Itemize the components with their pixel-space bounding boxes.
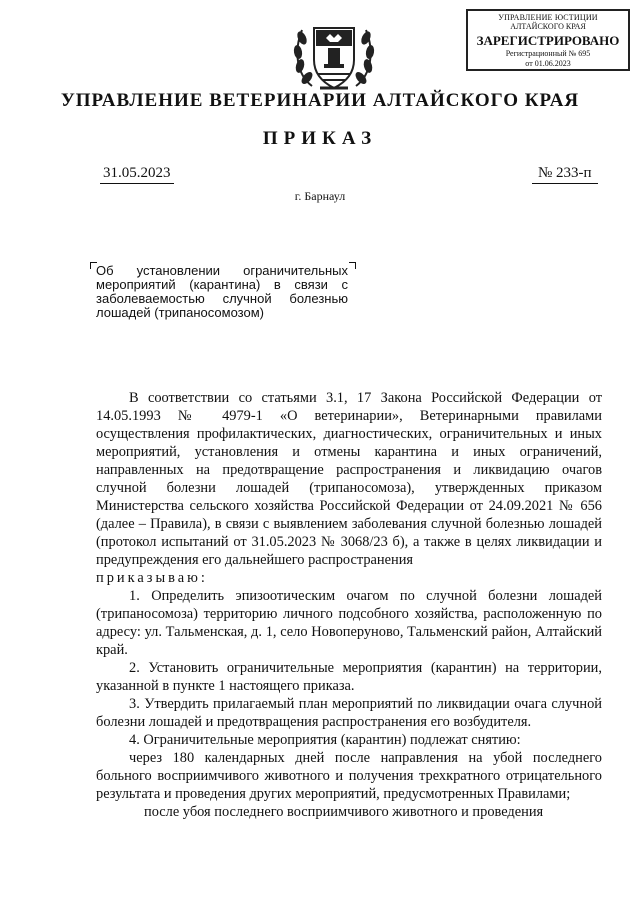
registration-stamp: [466, 9, 630, 71]
subject-bracket-left: [90, 262, 97, 269]
stamp-status: ЗАРЕГИСТРИРОВАНО: [476, 33, 620, 48]
coat-of-arms-emblem: [290, 16, 378, 96]
subject-bracket-right: [349, 262, 356, 269]
subject-text: Об установлении ограничительных мероприятий (карантина) в связи с заболеваемостью случной болезнью лошадей (трипаносомозом): [96, 263, 348, 320]
document-type: ПРИКАЗ: [262, 128, 378, 149]
order-item-1: 1. Определить эпизоотическим очагом по случной болезни лошадей (трипаносомоза) территорию личного подсобного хозяйства, расположенную по адресу: ул. Тальменская, д. 1, село Новоперуново, Тальменский район, Алтайский край.: [96, 588, 602, 658]
order-word: приказываю:: [96, 570, 208, 586]
order-item-3: 3. Утвердить прилагаемый план мероприятий по ликвидации очага случной болезни лошадей и предотвращения распространения его возбудителя.: [96, 696, 602, 730]
document-date: 31.05.2023: [100, 165, 174, 184]
organization-title: УПРАВЛЕНИЕ ВЕТЕРИНАРИИ АЛТАЙСКОГО КРАЯ: [60, 90, 580, 111]
issue-city: г. Барнаул: [294, 189, 346, 203]
order-item-2: 2. Установить ограничительные мероприятия (карантин) на территории, указанной в пункте 1 настоящего приказа.: [96, 660, 602, 694]
stamp-org-line1: УПРАВЛЕНИЕ ЮСТИЦИИ: [498, 13, 598, 22]
preamble-paragraph: В соответствии со статьями 3.1, 17 Закона Российской Федерации от 14.05.1993 № 4979-1 «О ветеринарии», Ветеринарными правилами осуществления профилактических, диагностических, ограничительных и иных мероприятий, установления и отмены карантина и иных ограничений, направленных на предотвращение распространения и ликвидацию очагов случной болезни лошадей (трипаносомоза), утвержденных приказом Министерства сельского хозяйства Российской Федерации от 24.09.2021 № 656 (далее – Правила), в связи с выявлением заболевания случной болезнью лошадей (протокол испытаний от 31.05.2023 № 3068/23 б), а также в целях ликвидации и предупреждения его дальнейшего распространения: [96, 390, 602, 568]
order-body: [96, 389, 602, 821]
document-number: № 233-п: [532, 165, 598, 184]
order-subject: [96, 264, 348, 320]
stamp-reg-date: от 01.06.2023: [525, 59, 571, 68]
order-item-4: 4. Ограничительные мероприятия (карантин) подлежат снятию:: [129, 732, 521, 748]
stamp-org-line2: АЛТАЙСКОГО КРАЯ: [510, 22, 586, 31]
order-item-4-condition-a: через 180 календарных дней после направления на убой последнего больного восприимчивого животного и получения трехкратного отрицательного результата и проведения других мероприятий, предусмотренных Правилами;: [96, 750, 602, 802]
order-item-4-condition-b: после убоя последнего восприимчивого животного и проведения: [144, 804, 544, 820]
stamp-reg-number: Регистрационный № 695: [505, 49, 591, 58]
